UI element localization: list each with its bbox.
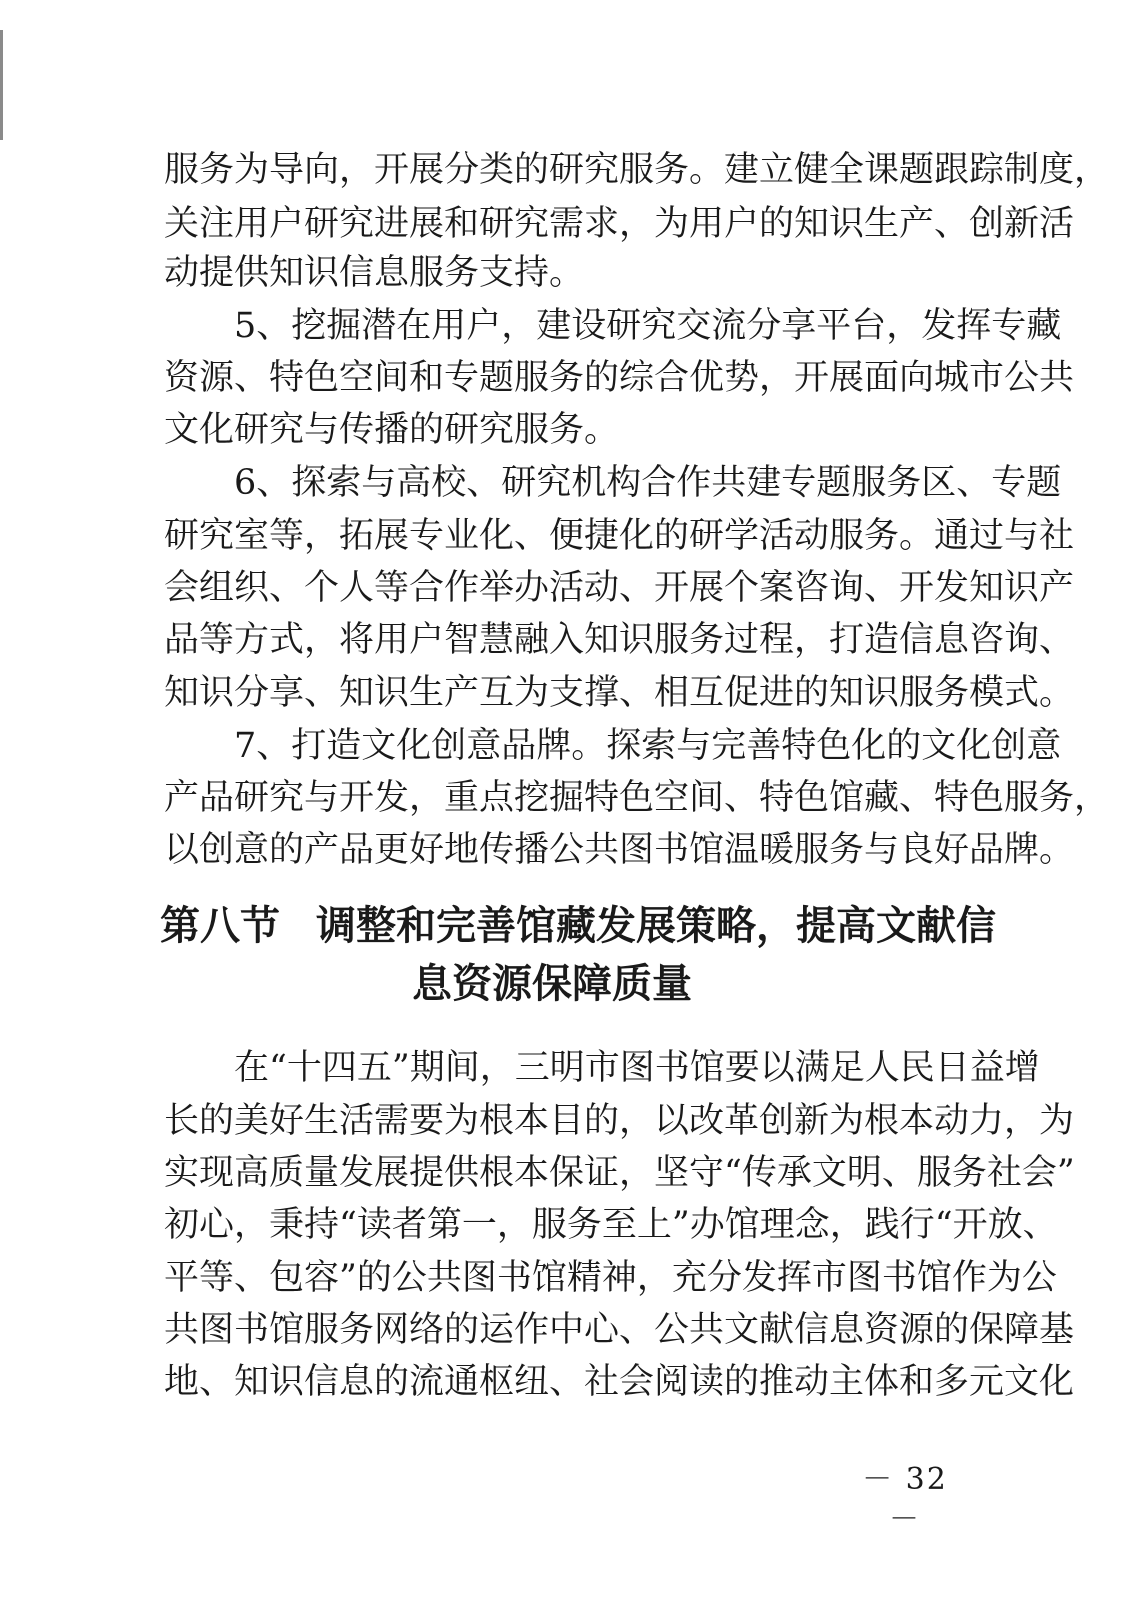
body-line: 会组织、个人等合作举办活动、开展个案咨询、开发知识产	[164, 568, 1075, 608]
page-number: － 32 －	[862, 1462, 948, 1537]
body-line: 5、挖掘潜在用户，建设研究交流分享平台，发挥专藏	[234, 306, 1062, 346]
body-line: 以创意的产品更好地传播公共图书馆温暖服务与良好品牌。	[164, 830, 1075, 870]
body-line: 产品研究与开发，重点挖掘特色空间、特色馆藏、特色服务，	[164, 778, 1110, 818]
body-line: 地、知识信息的流通枢纽、社会阅读的推动主体和多元文化	[164, 1362, 1075, 1402]
body-line: 长的美好生活需要为根本目的，以改革创新为根本动力，为	[164, 1101, 1075, 1141]
body-line: 品等方式，将用户智慧融入知识服务过程，打造信息咨询、	[164, 620, 1075, 660]
scan-edge-mark	[0, 30, 3, 140]
body-line: 文化研究与传播的研究服务。	[164, 410, 620, 450]
body-line: 知识分享、知识生产互为支撑、相互促进的知识服务模式。	[164, 673, 1075, 713]
body-line: 服务为导向，开展分类的研究服务。建立健全课题跟踪制度，	[164, 150, 1110, 190]
body-line: 共图书馆服务网络的运作中心、公共文献信息资源的保障基	[164, 1310, 1075, 1350]
body-line: 平等、包容”的公共图书馆精神，充分发挥市图书馆作为公	[164, 1258, 1057, 1298]
body-line: 动提供知识信息服务支持。	[164, 253, 585, 293]
body-line: 在“十四五”期间，三明市图书馆要以满足人民日益增	[234, 1048, 1040, 1088]
body-line: 初心，秉持“读者第一，服务至上”办馆理念，践行“开放、	[164, 1205, 1058, 1245]
body-line: 6、探索与高校、研究机构合作共建专题服务区、专题	[234, 463, 1062, 503]
body-line: 资源、特色空间和专题服务的综合优势，开展面向城市公共	[164, 358, 1075, 398]
section-title-line2: 息资源保障质量	[412, 961, 692, 1007]
section-number: 第八节	[160, 903, 280, 949]
section-title-line1: 调整和完善馆藏发展策略，提高文献信	[316, 903, 996, 949]
body-line: 7、打造文化创意品牌。探索与完善特色化的文化创意	[234, 726, 1062, 766]
body-line: 关注用户研究进展和研究需求，为用户的知识生产、创新活	[164, 204, 1075, 244]
section-heading	[160, 896, 996, 956]
body-line: 实现高质量发展提供根本保证，坚守“传承文明、服务社会”	[164, 1153, 1075, 1193]
body-line: 研究室等，拓展专业化、便捷化的研学活动服务。通过与社	[164, 516, 1075, 556]
